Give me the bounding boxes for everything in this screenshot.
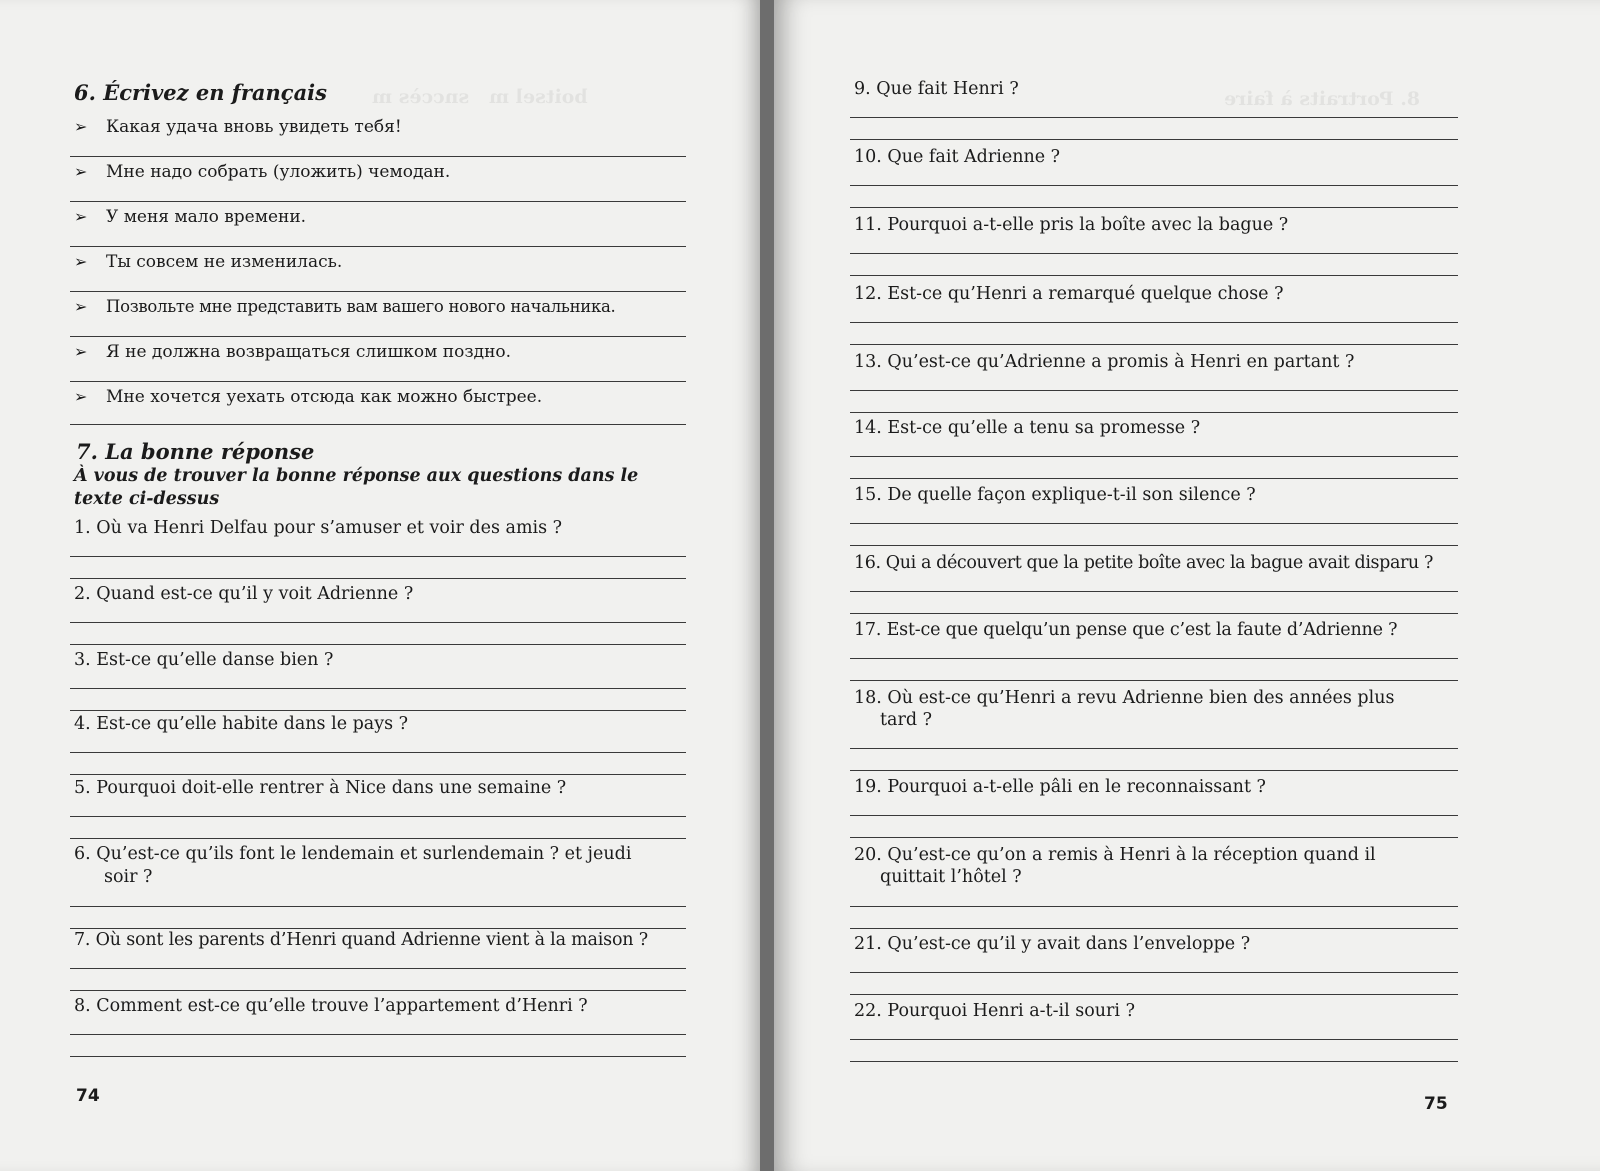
answer-line[interactable] xyxy=(850,545,1458,546)
question: 3. Est-ce qu’elle danse bien ? xyxy=(74,650,334,670)
question: 1. Où va Henri Delfau pour s’amuser et voir des amis ? xyxy=(74,518,563,538)
question-continuation: soir ? xyxy=(104,867,153,887)
answer-line[interactable] xyxy=(850,117,1458,118)
answer-line[interactable] xyxy=(70,990,686,991)
answer-line[interactable] xyxy=(850,928,1458,929)
answer-line[interactable] xyxy=(850,523,1458,524)
arrow-bullet-icon: ➢ xyxy=(74,342,88,361)
answer-line[interactable] xyxy=(850,412,1458,413)
answer-line[interactable] xyxy=(70,1056,686,1057)
arrow-bullet-icon: ➢ xyxy=(74,252,88,271)
translation-item: ➢ Я не должна возвращаться слишком поздно. xyxy=(74,342,512,362)
question: 11. Pourquoi a-t-elle pris la boîte avec la bague ? xyxy=(854,215,1289,235)
question: 21. Qu’est-ce qu’il y avait dans l’enveloppe ? xyxy=(854,934,1251,954)
question: 18. Où est-ce qu’Henri a revu Adrienne bien des années plus xyxy=(854,688,1395,708)
answer-line[interactable] xyxy=(70,381,686,382)
section-7-title: 7. La bonne réponse xyxy=(76,439,315,464)
answer-line[interactable] xyxy=(70,622,686,623)
answer-line[interactable] xyxy=(70,556,686,557)
section-6-title: 6. Écrivez en français xyxy=(74,80,327,105)
translation-item: ➢ Какая удача вновь увидеть тебя! xyxy=(74,117,402,137)
answer-line[interactable] xyxy=(70,774,686,775)
answer-line[interactable] xyxy=(70,578,686,579)
right-page xyxy=(774,0,1600,1171)
answer-line[interactable] xyxy=(850,344,1458,345)
answer-line[interactable] xyxy=(850,478,1458,479)
answer-line[interactable] xyxy=(70,968,686,969)
answer-line[interactable] xyxy=(70,246,686,247)
question: 12. Est-ce qu’Henri a remarqué quelque chose ? xyxy=(854,284,1284,304)
answer-line[interactable] xyxy=(850,1061,1458,1062)
page-number: 74 xyxy=(76,1086,100,1106)
answer-line[interactable] xyxy=(850,456,1458,457)
answer-line[interactable] xyxy=(850,390,1458,391)
question: 14. Est-ce qu’elle a tenu sa promesse ? xyxy=(854,418,1201,438)
page-number: 75 xyxy=(1424,1094,1448,1114)
answer-line[interactable] xyxy=(850,994,1458,995)
show-through-text: boitsel m snccès m xyxy=(372,86,588,108)
translation-item: ➢ Ты совсем не изменилась. xyxy=(74,252,343,272)
answer-line[interactable] xyxy=(70,906,686,907)
answer-line[interactable] xyxy=(850,770,1458,771)
answer-line[interactable] xyxy=(70,1034,686,1035)
translation-item: ➢ У меня мало времени. xyxy=(74,207,307,227)
question: 9. Que fait Henri ? xyxy=(854,79,1019,99)
answer-line[interactable] xyxy=(850,253,1458,254)
question: 2. Quand est-ce qu’il y voit Adrienne ? xyxy=(74,584,414,604)
answer-line[interactable] xyxy=(70,644,686,645)
question: 8. Comment est-ce qu’elle trouve l’appartement d’Henri ? xyxy=(74,996,588,1016)
answer-line[interactable] xyxy=(850,139,1458,140)
translation-item: ➢ Позвольте мне представить вам вашего нового начальника. xyxy=(74,297,616,316)
answer-line[interactable] xyxy=(70,752,686,753)
section-7-instruction: texte ci-dessus xyxy=(74,489,220,509)
question: 4. Est-ce qu’elle habite dans le pays ? xyxy=(74,714,409,734)
question: 5. Pourquoi doit-elle rentrer à Nice dans une semaine ? xyxy=(74,778,567,798)
answer-line[interactable] xyxy=(850,906,1458,907)
left-page xyxy=(0,0,760,1171)
answer-line[interactable] xyxy=(850,972,1458,973)
translation-item: ➢ Мне надо собрать (уложить) чемодан. xyxy=(74,162,451,182)
arrow-bullet-icon: ➢ xyxy=(74,117,88,136)
question: 10. Que fait Adrienne ? xyxy=(854,147,1061,167)
question-continuation: quittait l’hôtel ? xyxy=(880,867,1022,887)
answer-line[interactable] xyxy=(70,838,686,839)
answer-line[interactable] xyxy=(850,613,1458,614)
answer-line[interactable] xyxy=(850,658,1458,659)
question-continuation: tard ? xyxy=(880,710,932,730)
answer-line[interactable] xyxy=(70,710,686,711)
question: 6. Qu’est-ce qu’ils font le lendemain et surlendemain ? et jeudi xyxy=(74,844,632,864)
answer-line[interactable] xyxy=(70,156,686,157)
arrow-bullet-icon: ➢ xyxy=(74,207,88,226)
arrow-bullet-icon: ➢ xyxy=(74,297,88,316)
answer-line[interactable] xyxy=(70,424,686,425)
question: 13. Qu’est-ce qu’Adrienne a promis à Henri en partant ? xyxy=(854,352,1355,372)
answer-line[interactable] xyxy=(70,201,686,202)
answer-line[interactable] xyxy=(850,815,1458,816)
answer-line[interactable] xyxy=(850,185,1458,186)
question: 16. Qui a découvert que la petite boîte avec la bague avait disparu ? xyxy=(854,553,1433,573)
question: 15. De quelle façon explique-t-il son silence ? xyxy=(854,485,1256,505)
question: 22. Pourquoi Henri a-t-il souri ? xyxy=(854,1001,1135,1021)
show-through-text: 8. Portraits à faire xyxy=(1224,88,1421,110)
question: 20. Qu’est-ce qu’on a remis à Henri à la réception quand il xyxy=(854,845,1376,865)
answer-line[interactable] xyxy=(850,207,1458,208)
book-gutter xyxy=(760,0,774,1171)
answer-line[interactable] xyxy=(70,336,686,337)
question: 17. Est-ce que quelqu’un pense que c’est la faute d’Adrienne ? xyxy=(854,620,1398,640)
answer-line[interactable] xyxy=(850,1039,1458,1040)
answer-line[interactable] xyxy=(850,322,1458,323)
answer-line[interactable] xyxy=(70,816,686,817)
section-7-instruction: À vous de trouver la bonne réponse aux questions dans le xyxy=(74,466,639,486)
answer-line[interactable] xyxy=(70,291,686,292)
answer-line[interactable] xyxy=(850,591,1458,592)
answer-line[interactable] xyxy=(850,275,1458,276)
question: 19. Pourquoi a-t-elle pâli en le reconnaissant ? xyxy=(854,777,1266,797)
answer-line[interactable] xyxy=(70,688,686,689)
answer-line[interactable] xyxy=(850,748,1458,749)
arrow-bullet-icon: ➢ xyxy=(74,387,88,406)
answer-line[interactable] xyxy=(850,680,1458,681)
answer-line[interactable] xyxy=(850,837,1458,838)
arrow-bullet-icon: ➢ xyxy=(74,162,88,181)
translation-item: ➢ Мне хочется уехать отсюда как можно быстрее. xyxy=(74,387,543,407)
question: 7. Où sont les parents d’Henri quand Adrienne vient à la maison ? xyxy=(74,930,648,950)
